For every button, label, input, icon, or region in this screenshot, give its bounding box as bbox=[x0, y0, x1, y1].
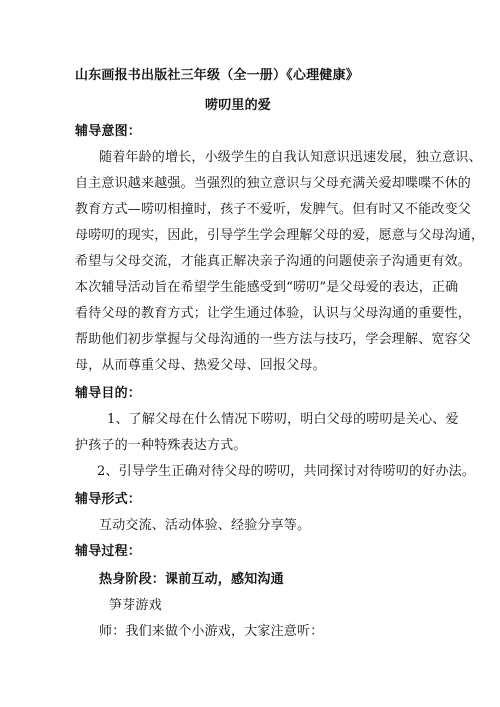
intent-line-8: 帮助他们初步掌握与父母沟通的一些方法与技巧，学会理解、宽容父 bbox=[75, 332, 472, 347]
intent-line-3: 教育方式—唠叨相撞时，孩子不爱听，发脾气。但有时又不能改变父 bbox=[75, 202, 472, 217]
intent-line-7: 看待父母的教育方式；让学生通过体验，认识与父母沟通的重要性， bbox=[75, 306, 472, 321]
stage-title: 热身阶段：课前互动，感知沟通 bbox=[99, 572, 284, 587]
goal-line-2: 护孩子的一种特殊表达方式。 bbox=[75, 438, 247, 453]
section-process-heading: 辅导过程： bbox=[75, 544, 142, 559]
section-form-heading: 辅导形式： bbox=[75, 492, 142, 507]
form-line-1: 互动交流、活动体验、经验分享等。 bbox=[99, 518, 311, 533]
teacher-line: 师：我们来做个小游戏，大家注意听： bbox=[99, 624, 324, 639]
section-goal-heading: 辅导目的： bbox=[75, 386, 142, 401]
intent-line-4: 母唠叨的现实，因此，引导学生学会理解父母的爱，愿意与父母沟通， bbox=[75, 228, 485, 243]
lesson-title: 唠叨里的爱 bbox=[205, 98, 272, 113]
goal-line-1: 1、了解父母在什么情况下唠叨，明白父母的唠叨是关心、爱 bbox=[107, 412, 459, 427]
game-name: 笋芽游戏 bbox=[109, 598, 162, 613]
intent-line-1: 随着年龄的增长，小级学生的自我认知意识迅速发展，独立意识、 bbox=[99, 150, 482, 165]
intent-line-2: 自主意识越来越强。当强烈的独立意识与父母充满关爱却喋喋不休的 bbox=[75, 176, 472, 191]
intent-line-5: 希望与父母交流，才能真正解决亲子沟通的问题使亲子沟通更有效。 bbox=[75, 254, 472, 269]
intent-line-6: 本次辅导活动旨在希望学生能感受到“唠叨”是父母爱的表达，正确 bbox=[75, 280, 459, 295]
header-title: 山东画报书出版社三年级（全一册）《心理健康》 bbox=[75, 68, 359, 83]
section-intent-heading: 辅导意图： bbox=[75, 124, 142, 139]
goal-line-3: 2、引导学生正确对待父母的唠叨，共同探讨对待唠叨的好办法。 bbox=[97, 464, 476, 479]
intent-line-9: 母，从而尊重父母、热爱父母、回报父母。 bbox=[75, 358, 326, 373]
